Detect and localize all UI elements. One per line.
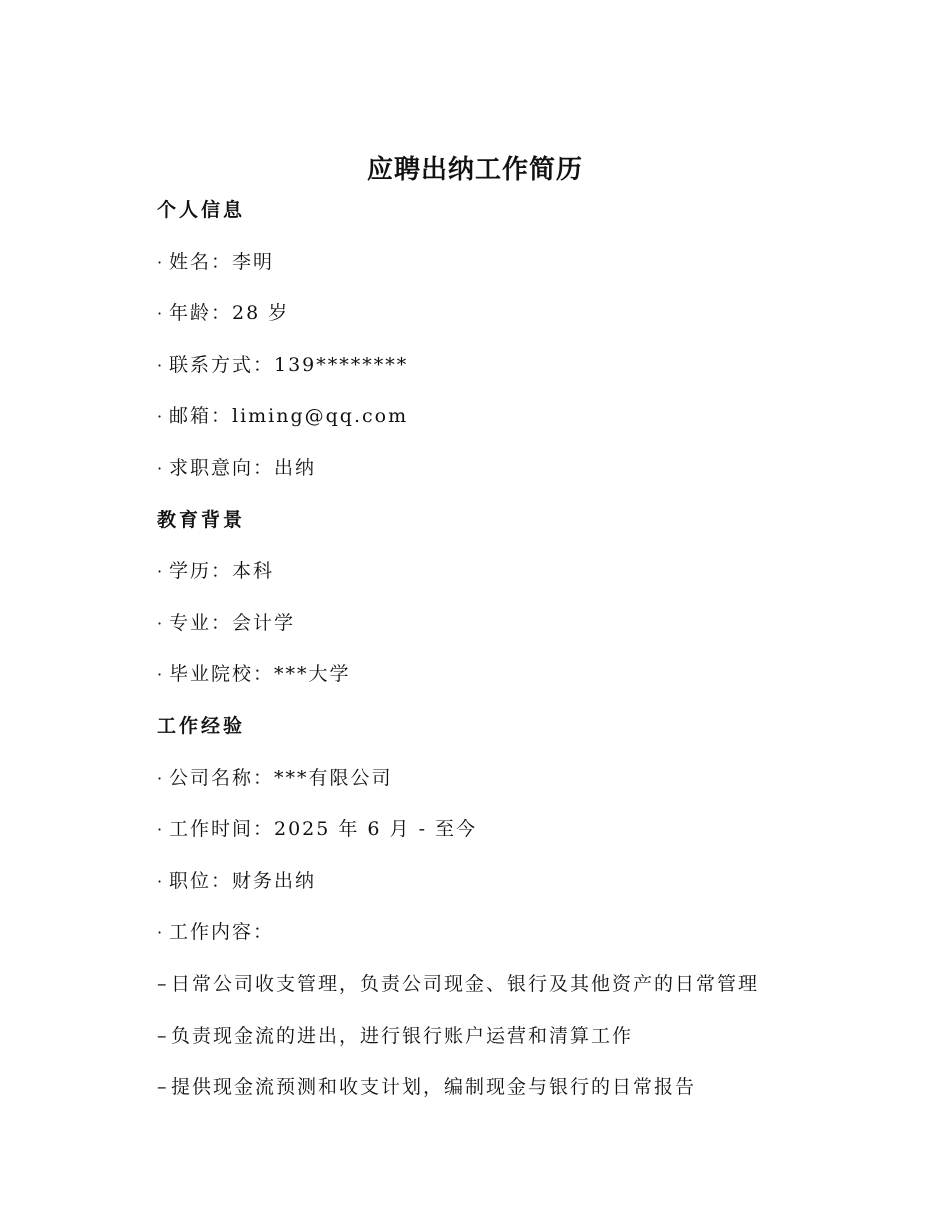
- list-item: · 联系方式：139********: [157, 347, 857, 399]
- duty-item: – 提供现金流预测和收支计划，编制现金与银行的日常报告: [157, 1069, 857, 1121]
- bullet-icon: ·: [157, 871, 165, 891]
- list-item: · 年龄：28 岁: [157, 295, 857, 347]
- dash-icon: –: [157, 1076, 169, 1099]
- list-item: · 邮箱：liming@qq.com: [157, 398, 857, 450]
- bullet-icon: ·: [157, 613, 165, 633]
- dash-icon: –: [157, 972, 169, 995]
- list-item: · 工作内容：: [157, 914, 857, 966]
- duty-item: – 日常公司收支管理，负责公司现金、银行及其他资产的日常管理: [157, 966, 857, 1018]
- bullet-icon: ·: [157, 458, 165, 478]
- list-item: · 姓名：李明: [157, 244, 857, 296]
- bullet-icon: ·: [157, 355, 165, 375]
- list-item: · 毕业院校：***大学: [157, 656, 857, 708]
- bullet-icon: ·: [157, 768, 165, 788]
- bullet-icon: ·: [157, 407, 165, 427]
- list-item: · 学历：本科: [157, 553, 857, 605]
- section-heading-education: 教育背景: [157, 508, 246, 531]
- list-item: · 职位：财务出纳: [157, 863, 857, 915]
- duty-item: – 负责现金流的进出，进行银行账户运营和清算工作: [157, 1018, 857, 1070]
- page-title: 应聘出纳工作简历: [366, 155, 583, 185]
- bullet-icon: ·: [157, 923, 165, 943]
- bullet-icon: ·: [157, 252, 165, 272]
- dash-icon: –: [157, 1024, 169, 1047]
- section-heading-personal: 个人信息: [157, 199, 246, 221]
- list-item: · 公司名称：***有限公司: [157, 760, 857, 812]
- section-heading-work: 工作经验: [157, 714, 246, 737]
- bullet-icon: ·: [157, 562, 165, 582]
- list-item: · 求职意向：出纳: [157, 450, 857, 502]
- bullet-icon: ·: [157, 665, 165, 685]
- resume-content: [157, 192, 857, 1121]
- bullet-icon: ·: [157, 304, 165, 324]
- list-item: · 工作时间：2025 年 6 月 - 至今: [157, 811, 857, 863]
- bullet-icon: ·: [157, 820, 165, 840]
- list-item: · 专业：会计学: [157, 605, 857, 657]
